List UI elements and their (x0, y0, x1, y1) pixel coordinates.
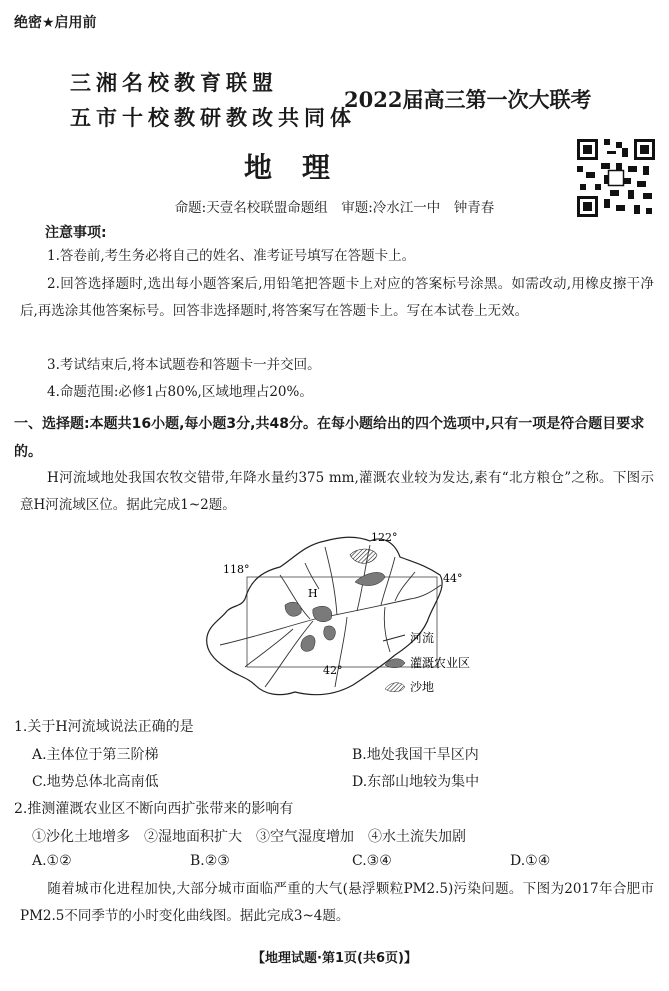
q2-option-d: D.①④ (510, 853, 551, 869)
lon-left-label: 118° (223, 563, 250, 576)
org-name-line2: 五市十校教研教改共同体 (70, 105, 356, 130)
q2-option-c: C.③④ (352, 853, 392, 869)
notice-item-1: 1.答卷前,考生务必将自己的姓名、准考证号填写在答题卡上。 (47, 248, 416, 264)
section-heading: 一、选择题:本题共16小题,每小题3分,共48分。在每小题给出的四个选项中,只有一项是符合题目要求的。 (14, 416, 645, 460)
q1-option-c: C.地势总体北高南低 (32, 774, 159, 790)
irrigation-areas (285, 572, 385, 651)
lon-right-label: 122° (371, 531, 398, 544)
org-name-line1: 三湘名校教育联盟 (70, 70, 278, 95)
notice-title: 注意事项: (45, 225, 107, 241)
lat-bottom-label: 42° (323, 664, 343, 677)
question-2-stem: 2.推测灌溉农业区不断向西扩张带来的影响有 (14, 801, 294, 817)
legend-river-label: 河流 (410, 631, 435, 645)
lat-top-label: 44° (443, 572, 463, 585)
notice-item-3: 3.考试结束后,将本试题卷和答题卡一并交回。 (47, 357, 321, 373)
legend-sand-symbol (385, 683, 405, 692)
confidential-label: 绝密★启用前 (14, 15, 97, 31)
q2-option-b: B.②③ (190, 853, 230, 869)
next-section-intro: 随着城市化进程加快,大部分城市面临严重的大气(悬浮颗粒PM2.5)污染问题。下图为2017年合肥市PM2.5不同季节的小时变化曲线图。据此完成3~4题。 (20, 881, 654, 924)
exam-title: 2022届高三第一次大联考 (344, 87, 592, 112)
legend-sand-label: 沙地 (410, 680, 435, 694)
q2-option-a: A.①② (32, 853, 72, 869)
notice-item-4: 4.命题范围:必修1占80%,区域地理占20%。 (47, 384, 313, 400)
graticule-frame (247, 577, 437, 667)
river-h-label: H (308, 587, 318, 600)
question-1-stem: 1.关于H河流域说法正确的是 (14, 719, 194, 735)
map-legend (383, 630, 470, 694)
q2-statements: ①沙化土地增多 ②湿地面积扩大 ③空气湿度增加 ④水土流失加剧 (32, 829, 466, 845)
page-footer: 【地理试题·第1页(共6页)】 (252, 951, 417, 966)
q1-option-a: A.主体位于第三阶梯 (32, 747, 159, 763)
sandy-land-area (350, 549, 377, 563)
section-intro: H河流域地处我国农牧交错带,年降水量约375 mm,灌溉农业较为发达,素有“北方粮仓”之称。下图示意H河流域区位。据此完成1~2题。 (20, 470, 654, 513)
legend-irrigation-label: 灌溉农业区 (410, 656, 471, 670)
notice-item-2: 2.回答选择题时,选出每小题答案后,用铅笔把答题卡上对应的答案标号涂黑。如需改动,用橡皮擦干净后,再选涂其他答案标号。回答非选择题时,将答案写在答题卡上。写在本试卷上无效。 (20, 276, 654, 319)
q1-option-b: B.地处我国干旱区内 (352, 747, 479, 763)
subject-title: 地理 (244, 151, 361, 184)
authors-line: 命题:天壹名校联盟命题组 审题:冷水江一中 钟青春 (174, 200, 495, 216)
q1-option-d: D.东部山地较为集中 (352, 774, 480, 790)
h-river-basin-map (185, 527, 485, 717)
